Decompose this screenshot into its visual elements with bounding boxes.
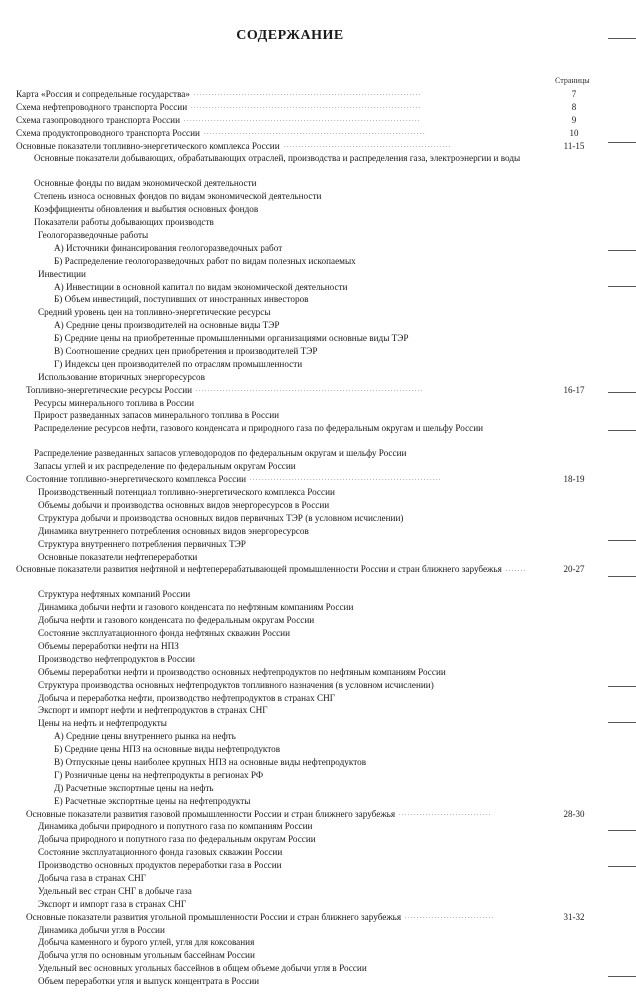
margin-tick — [608, 142, 636, 143]
toc-entry-title: Объем переработки угля и выпуск концентрата в России — [38, 976, 260, 987]
toc-entry-title: Показатели работы добывающих производств — [34, 217, 214, 228]
toc-entry-title: Основные показатели развития угольной промышленности России и стран ближнего зарубежья — [26, 911, 402, 922]
toc-entry-title: Топливно-энергетические ресурсы России — [26, 384, 193, 395]
toc-entry-title: Ресурсы минерального топлива в России — [34, 397, 195, 408]
toc-entry-page: 20-27 — [563, 564, 585, 575]
toc-entry-title: Добыча угля по основным угольным бассейнам России — [38, 950, 255, 961]
toc-entry — [0, 152, 636, 177]
toc-entry-title: Добыча нефти и газового конденсата по федеральным округам России — [38, 615, 315, 626]
toc-entry — [0, 859, 636, 872]
toc-leader-dots: .......................................................................... — [204, 129, 426, 136]
toc-entry-title: Динамика внутреннего потребления основных видов энергоресурсов — [38, 525, 309, 536]
toc-entry-title: Запасы углей и их распределение по федеральным округам России — [34, 461, 296, 472]
toc-entry — [0, 268, 636, 281]
toc-entry — [0, 473, 636, 486]
toc-entry-title: Коэффициенты обновления и выбытия основных фондов — [34, 204, 259, 215]
toc-entry — [0, 525, 636, 538]
toc-entry — [0, 924, 636, 937]
margin-tick — [608, 540, 636, 541]
toc-entry-page: 31-32 — [563, 911, 585, 922]
toc-entry-title: Е) Расчетные экспортные цены на нефтепродукты — [54, 795, 251, 806]
toc-entry-title: А) Средние цены внутреннего рынка на нефть — [54, 731, 236, 742]
toc-entry — [0, 551, 636, 564]
toc-entry — [0, 397, 636, 410]
toc-entry-title: Средний уровень цен на топливно-энергетические ресурсы — [38, 307, 271, 318]
toc-entry — [0, 422, 636, 447]
toc-entry-title: Удельный вес основных угольных бассейнов в общем объеме добычи угля в России — [38, 963, 367, 974]
toc-list — [0, 88, 636, 988]
toc-entry — [0, 627, 636, 640]
toc-entry-title: Схема продуктопроводного транспорта России — [16, 127, 200, 138]
toc-entry-title: Инвестиции — [38, 268, 86, 279]
toc-entry — [0, 704, 636, 717]
toc-entry-title: Объемы добычи и производства основных видов энергоресурсов в России — [38, 499, 330, 510]
toc-entry-page: 7 — [571, 89, 577, 99]
toc-entry-title: Добыча природного и попутного газа по федеральным округам России — [38, 834, 316, 845]
toc-entry — [0, 885, 636, 898]
toc-entry-title: Структура нефтяных компаний России — [38, 589, 191, 600]
toc-entry — [0, 114, 636, 127]
toc-entry — [0, 653, 636, 666]
margin-tick — [608, 686, 636, 687]
toc-entry — [0, 808, 636, 821]
toc-entry-title: Схема газопроводного транспорта России — [16, 114, 181, 125]
toc-entry — [0, 332, 636, 345]
margin-tick — [608, 830, 636, 831]
toc-entry-title: А) Средние цены производителей на основные виды ТЭР — [54, 320, 280, 331]
margin-tick — [608, 286, 636, 287]
toc-entry-title: Б) Средние цены на приобретенные промышленными организациями основные виды ТЭР — [54, 333, 409, 344]
toc-entry-title: Производство основных продуктов переработки газа в России — [38, 860, 282, 871]
toc-entry — [0, 601, 636, 614]
toc-entry-title: Карта «Россия и сопредельные государства» — [16, 89, 190, 99]
toc-entry-title: Геологоразведочные работы — [38, 230, 149, 241]
toc-entry — [0, 229, 636, 242]
margin-tick — [608, 430, 636, 431]
toc-entry-title: Б) Объем инвестиций, поступивших от иностранных инвесторов — [54, 294, 309, 305]
toc-entry — [0, 384, 636, 397]
toc-entry — [0, 872, 636, 885]
toc-entry — [0, 306, 636, 319]
toc-entry — [0, 409, 636, 422]
toc-entry — [0, 782, 636, 795]
toc-entry — [0, 588, 636, 601]
toc-leader-dots: ............................................................................ — [194, 91, 422, 97]
toc-entry — [0, 447, 636, 460]
toc-leader-dots: .............................. — [405, 913, 495, 920]
toc-entry-title: Г) Розничные цены на нефтепродукты в регионах РФ — [54, 769, 264, 780]
toc-entry-title: Динамика добычи угля в России — [38, 924, 165, 935]
toc-entry — [0, 203, 636, 216]
margin-tick — [608, 250, 636, 251]
toc-leader-dots: ............................................................................ — [196, 386, 424, 393]
toc-entry-title: Структура внутреннего потребления первичных ТЭР — [38, 538, 246, 549]
margin-tick — [608, 392, 636, 393]
toc-entry-page: 18-19 — [563, 474, 585, 485]
margin-tick — [608, 38, 636, 39]
toc-entry — [0, 88, 636, 101]
toc-entry — [0, 177, 636, 190]
toc-entry-title: Б) Средние цены НПЗ на основные виды нефтепродуктов — [54, 744, 281, 755]
toc-entry-title: Динамика добычи нефти и газового конденсата по нефтяным компаниям России — [38, 602, 354, 613]
toc-entry-title: Г) Индексы цен производителей по отраслям промышленности — [54, 358, 303, 369]
toc-entry — [0, 512, 636, 525]
toc-entry — [0, 319, 636, 332]
toc-entry-title: Экспорт и импорт нефти и нефтепродуктов в странах СНГ — [38, 705, 268, 716]
toc-entry-title: Основные показатели развития газовой промышленности России и стран ближнего зарубежья — [26, 808, 396, 819]
toc-entry-title: Добыча газа в странах СНГ — [38, 872, 147, 883]
toc-entry-title: Д) Расчетные экспортные цены на нефть — [54, 782, 214, 793]
toc-entry-title: В) Соотношение средних цен приобретения и производителей ТЭР — [54, 346, 318, 357]
toc-entry-title: Производственный потенциал топливно-энергетического комплекса России — [38, 487, 335, 498]
toc-entry-title: Схема нефтепроводного транспорта России — [16, 101, 188, 112]
toc-entry — [0, 614, 636, 627]
toc-leader-dots: ........................................................ — [284, 142, 452, 149]
toc-entry-title: Цены на нефть и нефтепродукты — [38, 718, 167, 729]
pages-column-header: Страницы — [555, 76, 590, 85]
toc-entry — [0, 730, 636, 743]
toc-entry-title: Основные показатели нефтепереработки — [38, 551, 198, 562]
toc-entry — [0, 499, 636, 512]
toc-entry — [0, 216, 636, 229]
toc-entry — [0, 640, 636, 653]
toc-entry-title: Производство нефтепродуктов в России — [38, 653, 195, 664]
toc-entry — [0, 911, 636, 924]
toc-entry — [0, 255, 636, 268]
margin-tick — [608, 722, 636, 723]
toc-entry — [0, 460, 636, 473]
toc-entry-title: Удельный вес стран СНГ в добыче газа — [38, 885, 192, 896]
toc-entry-page: 28-30 — [563, 808, 585, 819]
toc-entry — [0, 486, 636, 499]
toc-entry-title: Добыча каменного и бурого углей, угля для коксования — [38, 937, 255, 948]
page-title: СОДЕРЖАНИЕ — [236, 28, 344, 43]
toc-leader-dots: ............................................................................... — [184, 116, 421, 123]
margin-tick — [608, 976, 636, 977]
toc-entry — [0, 756, 636, 769]
toc-entry — [0, 293, 636, 306]
toc-entry — [0, 140, 636, 153]
toc-entry-title: Структура добычи и производства основных видов первичных ТЭР (в условном исчислении) — [38, 512, 404, 523]
margin-tick — [608, 866, 636, 867]
toc-entry-title: Основные показатели развития нефтяной и нефтеперерабатывающей промышленности России и стран ближнего зарубежья — [16, 564, 502, 575]
toc-entry — [0, 795, 636, 808]
toc-leader-dots: ................................................................ — [250, 476, 442, 483]
toc-entry — [0, 692, 636, 705]
toc-entry — [0, 127, 636, 140]
toc-entry-title: Степень износа основных фондов по видам экономической деятельности — [34, 191, 322, 202]
toc-entry — [0, 846, 636, 859]
toc-entry-title: Состояние топливно-энергетического комплекса России — [26, 474, 247, 485]
toc-entry-title: Б) Распределение геологоразведочных работ по видам полезных ископаемых — [54, 255, 356, 266]
toc-entry — [0, 717, 636, 730]
toc-entry-title: Распределение ресурсов нефти, газового конденсата и природного газа по федеральным округам и шельфу России — [34, 423, 484, 434]
toc-entry-title: Добыча и переработка нефти, производство нефтепродуктов в странах СНГ — [38, 692, 336, 703]
toc-entry — [0, 949, 636, 962]
toc-entry-title: Использование вторичных энергоресурсов — [38, 371, 205, 382]
toc-entry-title: Основные показатели топливно-энергетического комплекса России — [16, 140, 280, 151]
toc-leader-dots: ............................................................................. — [191, 103, 422, 110]
toc-entry-page: 9 — [571, 114, 577, 125]
toc-entry-title: Прирост разведанных запасов минерального топлива в России — [34, 410, 280, 421]
toc-entry-title: Динамика добычи природного и попутного газа по компаниям России — [38, 821, 313, 832]
toc-entry — [0, 769, 636, 782]
toc-entry-title: Основные фонды по видам экономической деятельности — [34, 178, 257, 189]
toc-entry-page: 8 — [571, 101, 577, 112]
toc-entry — [0, 101, 636, 114]
toc-leader-dots: ............................... — [399, 810, 492, 817]
toc-entry — [0, 538, 636, 551]
toc-entry-title: Состояние эксплуатационного фонда нефтяных скважин России — [38, 628, 291, 639]
toc-entry-title: Распределение разведанных запасов углеводородов по федеральным округам и шельфу России — [34, 448, 407, 459]
toc-entry-title: Объемы переработки нефти на НПЗ — [38, 640, 179, 651]
margin-marks — [608, 0, 636, 1000]
toc-entry-page: 11-15 — [563, 140, 585, 151]
toc-entry — [0, 679, 636, 692]
toc-entry-page: 16-17 — [563, 384, 585, 395]
toc-entry — [0, 975, 636, 988]
toc-entry — [0, 936, 636, 949]
toc-entry — [0, 833, 636, 846]
toc-entry — [0, 898, 636, 911]
margin-tick — [608, 576, 636, 577]
toc-entry — [0, 242, 636, 255]
toc-entry-title: Основные показатели добывающих, обрабатывающих отраслей, производства и распределения газа, электроэнергии и воды — [34, 153, 521, 164]
toc-entry-title: Объемы переработки нефти и производство основных нефтепродуктов по нефтяным компаниям России — [38, 666, 446, 677]
toc-entry — [0, 358, 636, 371]
toc-entry — [0, 563, 636, 588]
toc-entry — [0, 820, 636, 833]
toc-entry-title: Экспорт и импорт газа в странах СНГ — [38, 898, 187, 909]
toc-entry-title: Состояние эксплуатационного фонда газовых скважин России — [38, 847, 283, 858]
toc-entry-title: Структура производства основных нефтепродуктов топливного назначения (в условном исчислении) — [38, 679, 434, 690]
toc-entry — [0, 345, 636, 358]
toc-entry — [0, 666, 636, 679]
toc-entry — [0, 190, 636, 203]
toc-entry-title: В) Отпускные цены наиболее крупных НПЗ на основные виды нефтепродуктов — [54, 756, 367, 767]
toc-entry — [0, 371, 636, 384]
toc-entry-title: А) Инвестиции в основной капитал по видам экономической деятельности — [54, 281, 348, 292]
toc-leader-dots: ....... — [505, 567, 527, 574]
toc-entry — [0, 281, 636, 294]
toc-entry — [0, 962, 636, 975]
toc-entry — [0, 743, 636, 756]
toc-entry-title: А) Источники финансирования геологоразведочных работ — [54, 242, 283, 253]
toc-entry-page: 10 — [569, 127, 579, 138]
